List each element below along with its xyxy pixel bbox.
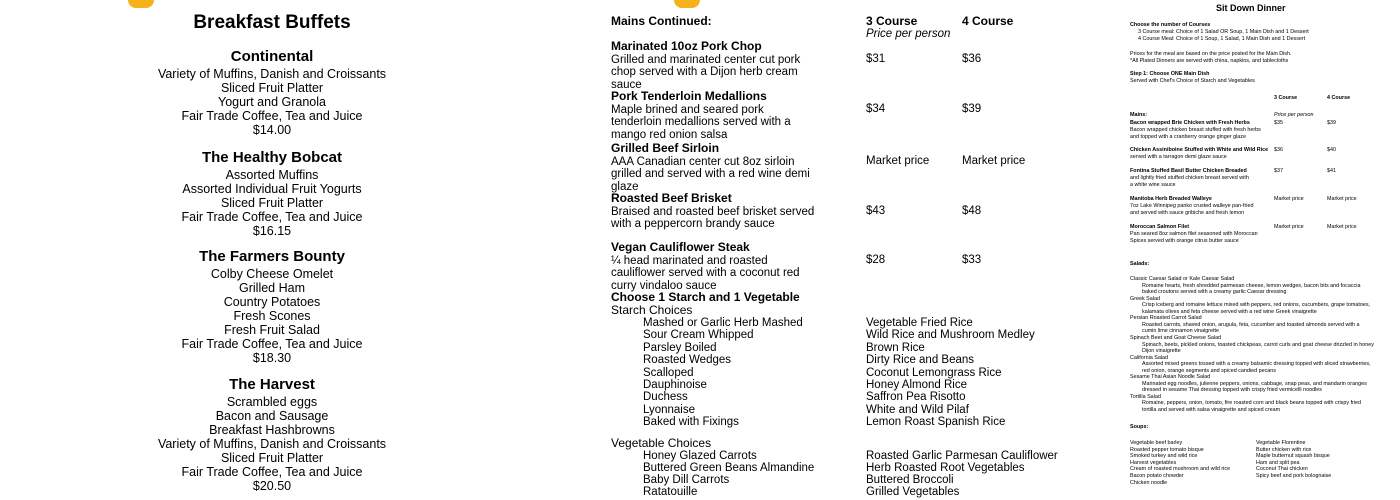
buffet-line: Scrambled eggs (226, 395, 318, 409)
soup-option: Butter chicken with rice (1256, 446, 1312, 453)
choose-starch-veg: Choose 1 Starch and 1 Vegetable (611, 290, 800, 304)
salad-line: Crisp iceberg and romaine lettuce mixed with peppers, red onions, cucumbers, grape tomatoes, (1142, 302, 1371, 309)
main-item (611, 241, 816, 292)
veg-heading: Vegetable Choices (611, 436, 712, 450)
buffet-block (0, 376, 544, 493)
sd-main-price-3: $35 (1274, 120, 1283, 126)
buffet-line: Fair Trade Coffee, Tea and Juice (181, 465, 363, 479)
vegetable-option: Baby Dill Carrots (643, 474, 730, 486)
salad-line: Persian Roasted Carrot Salad (1130, 315, 1202, 322)
sd-main-name: Fontina Stuffed Basil Butter Chicken Breaded (1130, 168, 1247, 174)
main-price-4-course: Market price (962, 155, 1026, 167)
sitdown-note: Prices for the meal are based on the price posted for the Main Dish. (1130, 51, 1292, 57)
soup-option: Chicken noodle (1130, 479, 1168, 486)
course-option: 4 Course Meal: Choice of 1 Soup, 1 Salad, 1 Main Dish and 1 Dessert (1138, 36, 1306, 42)
soup-option: Harvest vegetables (1130, 459, 1177, 466)
starch-option: Baked with Fixings (643, 416, 739, 429)
sitdown-title: Sit Down Dinner (1216, 3, 1286, 13)
sd-main-price-3: $37 (1274, 168, 1283, 174)
buffet-line: Bacon and Sausage (215, 409, 329, 423)
starch-option: Dauphinoise (643, 379, 707, 391)
salad-line: California Salad (1130, 354, 1169, 361)
sd-main-desc: and topped with a cranberry orange ginger glaze (1130, 134, 1246, 140)
vegetable-option: Ratatouille (643, 486, 698, 498)
buffet-line: Sliced Fruit Platter (220, 451, 324, 465)
logo-icon (674, 0, 700, 8)
salad-line: Dijon vinaigrette (1142, 348, 1181, 355)
main-item-name: Marinated 10oz Pork Chop (611, 39, 762, 53)
logo-icon (128, 0, 154, 8)
breakfast-buffets-page (0, 0, 560, 500)
starch-option: Lemon Roast Spanish Rice (866, 416, 1006, 429)
main-price-4-course: $39 (962, 103, 982, 115)
mains-continued-page (560, 0, 1120, 500)
salad-line: Spinach Beet and Goat Cheese Salad (1130, 334, 1222, 341)
starch-option: Sour Cream Whipped (643, 329, 754, 342)
sd-main-desc: and served with sauce gribiche and fresh lemon (1130, 210, 1245, 216)
main-price-4-course: $33 (962, 254, 982, 266)
sd-main-name: Chicken Assiniboine Stuffed with White and Wild Rice (1130, 147, 1269, 153)
buffet-line: Breakfast Hashbrowns (209, 423, 335, 437)
starch-option: Saffron Pea Risotto (866, 391, 966, 404)
buffet-price: $18.30 (252, 351, 292, 365)
soup-option: Cream of roasted mushroom and wild rice (1130, 466, 1231, 473)
starch-option: Roasted Wedges (643, 354, 732, 367)
buffet-line: Yogurt and Granola (218, 95, 326, 109)
soup-option: Coconut Thai chicken (1256, 466, 1308, 473)
starch-option: Coconut Lemongrass Rice (866, 366, 1002, 379)
main-price-3-course: Market price (866, 155, 930, 167)
salad-line: Romaine hearts, fresh shredded parmesan cheese, lemon wedges, bacon bits and focaccia (1142, 282, 1361, 289)
salad-line: Tortilla Salad (1130, 393, 1161, 400)
sd-main-price-4: $41 (1327, 168, 1336, 174)
buffet-line: Fresh Scones (233, 309, 311, 323)
starch-heading: Starch Choices (611, 303, 693, 317)
salad-line: Classic Caesar Salad or Kale Caesar Salad (1130, 276, 1235, 282)
vegetable-option: Roasted Garlic Parmesan Cauliflower (866, 450, 1058, 462)
salad-line: tortilla and served with salsa vinaigrette and spiced cream (1142, 407, 1281, 413)
sd-main-desc: Bacon wrapped chicken breast stuffed with fresh herbs (1130, 127, 1261, 133)
salad-line: red onion, orange segments and spiced candied pecans (1142, 367, 1276, 374)
main-item (611, 40, 816, 91)
buffet-line: Fair Trade Coffee, Tea and Juice (181, 109, 363, 123)
starch-option: Brown Rice (866, 341, 925, 354)
main-item (611, 192, 816, 231)
buffet-name: The Farmers Bounty (199, 248, 345, 265)
salad-line: dressed in sesame Thai dressing topped with crispy fried vermicelli noodles (1142, 387, 1322, 394)
main-item (611, 90, 816, 141)
vegetable-option: Herb Roasted Root Vegetables (866, 462, 1025, 474)
sd-main-price-4: Market price (1327, 196, 1357, 202)
buffet-block (0, 248, 544, 365)
buffet-line: Colby Cheese Omelet (210, 267, 334, 281)
salad-line: kalamata olives and feta cheese served with a red wine Greek vinaigrette (1142, 308, 1317, 315)
sitdown-note: *All Plated Dinners are served with china, napkins, and tablecloths (1130, 58, 1289, 64)
starch-option: Duchess (643, 391, 688, 404)
main-item-desc: Braised and roasted beef brisket served with a peppercorn brandy sauce (611, 205, 815, 230)
buffet-block (0, 48, 544, 137)
sd-main-price-3: $36 (1274, 147, 1283, 153)
sd-mains-label: Mains: (1130, 112, 1148, 118)
price-note: Price per person (866, 28, 951, 40)
sd-main-name: Bacon wrapped Brie Chicken with Fresh Herbs (1130, 120, 1250, 126)
buffet-line: Variety of Muffins, Danish and Croissants (157, 67, 387, 81)
buffet-line: Assorted Muffins (225, 168, 319, 182)
buffet-price: $14.00 (252, 123, 292, 137)
sd-main-desc: Spices served with orange citrus butter sauce (1130, 238, 1239, 244)
starch-option: Mashed or Garlic Herb Mashed (643, 317, 803, 329)
salad-line: baked croutons served with a creamy garlic Caesar dressing (1142, 289, 1287, 296)
soup-option: Smoked turkey and wild rice (1130, 453, 1198, 460)
main-price-3-course: $34 (866, 103, 886, 115)
buffet-block (0, 149, 544, 238)
sd-soups-label: Soups: (1130, 424, 1149, 430)
main-price-4-course: $36 (962, 53, 982, 65)
starch-option: Lyonnaise (643, 403, 696, 416)
main-item (611, 142, 816, 193)
sd-main-name: Moroccan Salmon Filet (1130, 224, 1190, 230)
main-item-desc: Grilled and marinated center cut pork chop served with a Dijon herb cream sauce (611, 53, 801, 91)
soup-option: Spicy beef and pork bolognaise (1256, 473, 1332, 479)
buffet-price: $16.15 (252, 224, 292, 238)
sd-main-desc: a white wine sauce (1130, 182, 1176, 188)
sd-main-price-4: Market price (1327, 224, 1357, 230)
sd-main-price-3: Market price (1274, 196, 1304, 202)
salad-line: Spinach, beets, pickled onions, toasted chickpeas, carrot curls and goat cheese drizzled in honey (1142, 341, 1374, 348)
main-item-desc: Maple brined and seared pork tenderloin medallions served with a mango red onion salsa (611, 103, 791, 141)
sd-main-price-3: Market price (1274, 224, 1304, 230)
main-price-3-course: $43 (866, 205, 886, 217)
sd-col-4: 4 Course (1327, 95, 1351, 101)
sit-down-dinner-page (1120, 0, 1400, 500)
sd-col-3: 3 Course (1274, 95, 1298, 101)
course-option: 3 Course meal: Choice of 1 Salad OR Soup, 1 Main Dish and 1 Dessert (1138, 29, 1309, 35)
salad-line: cumin lime cinnamon vinaigrette (1142, 328, 1220, 335)
sd-price-note: Price per person (1274, 112, 1314, 118)
salad-line: Romaine, peppers, onion, tomato, fire roasted corn and black beans topped with crispy fried (1142, 400, 1362, 407)
salad-line: Roasted carrots, shaved onion, arugula, feta, cucumber and toasted almonds served with a (1142, 321, 1360, 328)
main-item-name: Pork Tenderloin Medallions (611, 89, 767, 103)
sd-main-desc: served with a tarragon demi glaze sauce (1130, 154, 1227, 160)
soup-option: Bacon potato chowder (1130, 473, 1184, 479)
starch-option: Vegetable Fried Rice (866, 317, 973, 329)
soup-option: Vegetable Florentine (1256, 440, 1306, 446)
sd-main-price-4: $39 (1327, 120, 1336, 126)
buffet-line: Variety of Muffins, Danish and Croissants (157, 437, 387, 451)
main-item-name: Roasted Beef Brisket (611, 191, 732, 205)
main-item-name: Vegan Cauliflower Steak (611, 240, 750, 254)
buffet-name: The Healthy Bobcat (201, 149, 343, 166)
starch-option: Parsley Boiled (643, 341, 717, 354)
starch-option: White and Wild Pilaf (866, 403, 969, 416)
vegetable-option: Buttered Broccoli (866, 474, 954, 486)
starch-option: Wild Rice and Mushroom Medley (866, 329, 1035, 342)
vegetable-option: Grilled Vegetables (866, 486, 960, 498)
mains-heading: Mains Continued: (611, 14, 712, 28)
sd-main-price-4: $40 (1327, 147, 1336, 153)
col-3-course: 3 Course (866, 14, 918, 28)
buffet-line: Sliced Fruit Platter (220, 196, 324, 210)
step1-label: Step 1: Choose ONE Main Dish (1130, 71, 1210, 77)
salad-line: Sesame Thai Asian Noodle Salad (1130, 374, 1211, 381)
vegetable-option: Buttered Green Beans Almandine (643, 462, 815, 474)
soup-option: Ham and split pea (1256, 459, 1300, 466)
col-4-course: 4 Course (962, 14, 1014, 28)
soup-option: Roasted pepper tomato bisque (1130, 446, 1204, 453)
buffet-name: The Harvest (229, 376, 315, 393)
buffet-name: Continental (230, 48, 314, 65)
vegetable-option: Honey Glazed Carrots (643, 450, 757, 462)
buffet-line: Sliced Fruit Platter (220, 81, 324, 95)
breakfast-buffets-title: Breakfast Buffets (193, 12, 351, 33)
sd-main-desc: 7oz Lake Winnipeg panko crusted walleye pan-fried (1130, 203, 1254, 209)
main-price-3-course: $31 (866, 53, 886, 65)
buffet-line: Fresh Fruit Salad (224, 323, 320, 337)
main-item-name: Grilled Beef Sirloin (611, 141, 720, 155)
salad-line: Assorted mixed greens tossed with a creamy balsamic dressing topped with sliced strawberries, (1142, 361, 1371, 368)
main-price-3-course: $28 (866, 254, 886, 266)
buffet-line: Assorted Individual Fruit Yogurts (182, 182, 362, 196)
starch-option: Scalloped (643, 366, 694, 379)
starch-option: Honey Almond Rice (866, 379, 967, 391)
main-item-desc: ¼ head marinated and roasted cauliflower served with a coconut red curry vindaloo sauce (611, 254, 800, 292)
salad-line: Greek Salad (1130, 295, 1160, 302)
buffet-line: Country Potatoes (223, 295, 321, 309)
sd-salads-label: Salads: (1130, 261, 1150, 267)
sd-main-name: Manitoba Herb Breaded Walleye (1130, 196, 1212, 202)
buffet-price: $20.50 (252, 479, 292, 493)
sd-main-desc: Pan seared 8oz salmon filet seasoned with Moroccan (1130, 231, 1258, 237)
soup-option: Maple butternut squash bisque (1256, 453, 1330, 460)
buffet-line: Fair Trade Coffee, Tea and Juice (181, 210, 363, 224)
starch-option: Dirty Rice and Beans (866, 354, 975, 367)
step1-sub: Served with Chef's Choice of Starch and Vegetables (1130, 78, 1255, 84)
soup-option: Vegetable beef barley (1130, 440, 1183, 446)
choose-courses: Choose the number of Courses (1130, 22, 1211, 28)
main-price-4-course: $48 (962, 205, 982, 217)
main-item-desc: AAA Canadian center cut 8oz sirloin grilled and served with a red wine demi glaze (611, 155, 810, 193)
sd-main-desc: and lightly fried stuffed chicken breast served with (1130, 175, 1249, 181)
buffet-line: Grilled Ham (239, 281, 305, 295)
buffet-line: Fair Trade Coffee, Tea and Juice (181, 337, 363, 351)
salad-line: Marinated egg noodles, julienne peppers, onions, cabbage, snap peas, and mandarin oranges (1142, 380, 1367, 387)
